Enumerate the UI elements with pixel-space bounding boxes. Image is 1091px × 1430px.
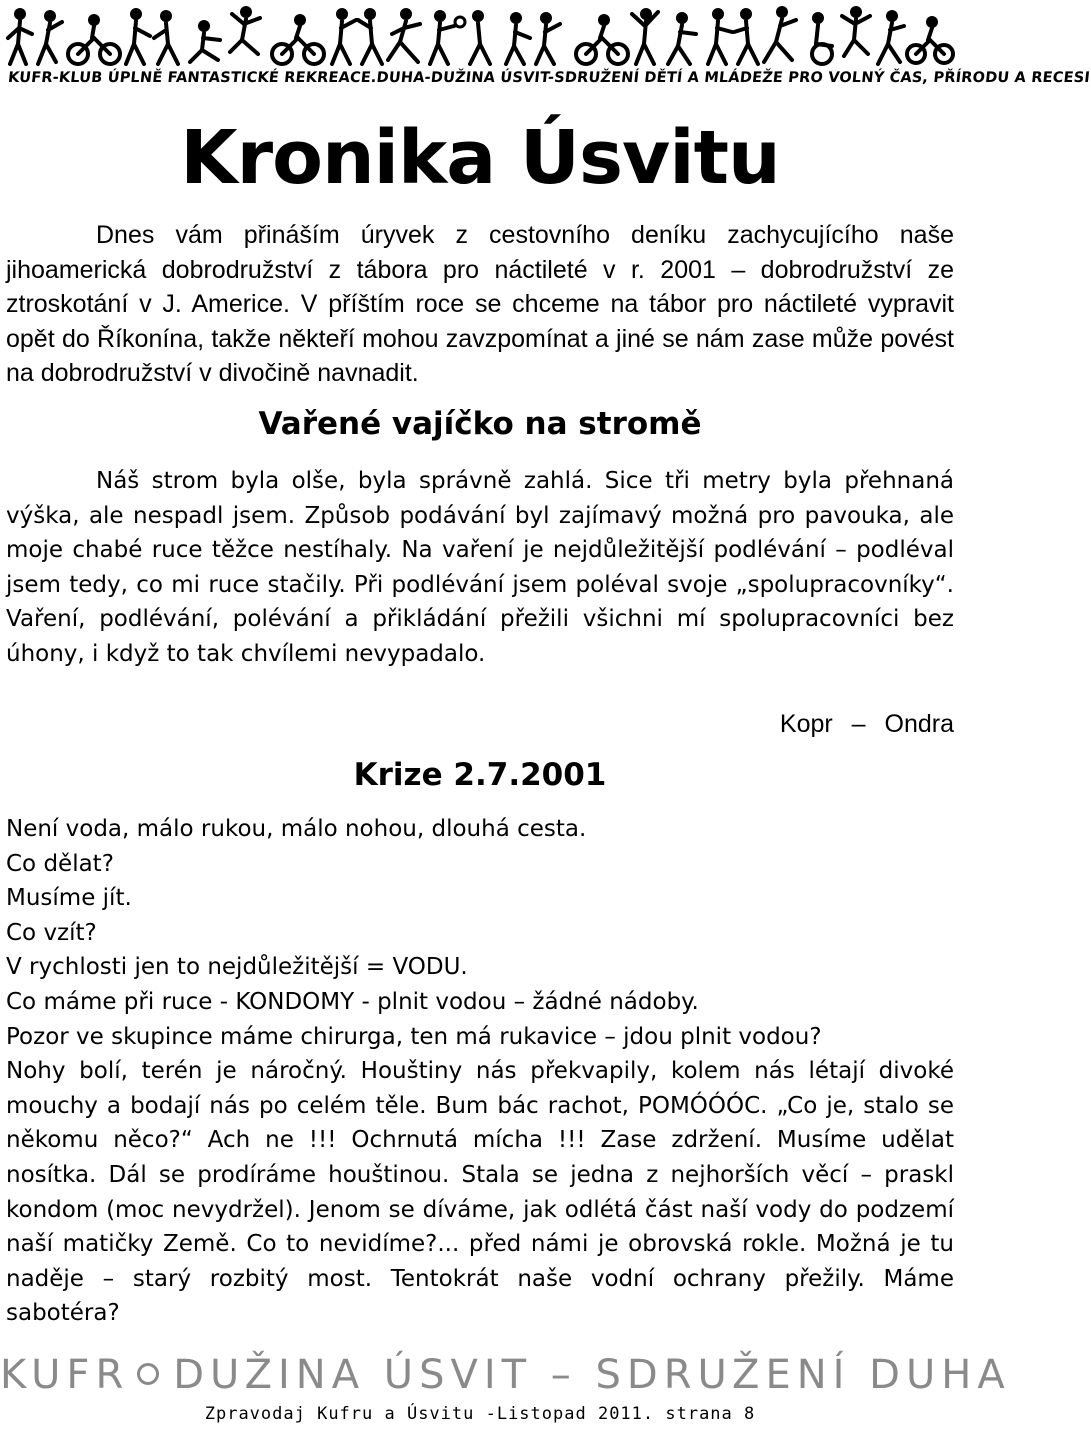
text-line: Není voda, málo rukou, málo nohou, dlouhá cesta. <box>6 816 587 842</box>
section1-text <box>6 464 954 671</box>
section2-text <box>6 812 954 1331</box>
section2-paragraph: Nohy bolí, terén je náročný. Houštiny nás překvapily, kolem nás létají divoké mouchy a bodají nás po celém těle. Bum bác rachot, POMÓÓÓC. „Co je, stalo se někomu něco?“ Ach ne !!! Ochrnutá mícha !!! Zase zdržení. Musíme udělat nosítka. Dál se prodíráme houštinou. Stala se jedna z nejhorších věcí – praskl kondom (moc nevydržel). Jenom se díváme, jak odlétá část naší vody do podzemí naší matičky Země. Co to nevidíme?... před námi je obrovská rokle. Možná je tu naděje – starý rozbitý most. Tentokrát naše vodní ochrany přežily. Máme sabotéra? <box>6 1058 954 1327</box>
footer-brand-duzina: DUŽINA ÚSVIT – SDRUŽENÍ DUHA <box>173 1352 1011 1398</box>
intro-text <box>6 218 954 391</box>
ring-icon <box>137 1363 159 1385</box>
text-line: Co dělat? <box>6 850 114 877</box>
people-activities-pictograms <box>6 4 954 68</box>
text-line: Musíme jít. <box>6 885 132 912</box>
text-line: V rychlosti jen to nejdůležitější = VODU. <box>6 954 468 981</box>
article-title: Kronika Úsvitu <box>180 115 780 201</box>
section-heading-crisis: Krize 2.7.2001 <box>353 757 607 793</box>
footer-brand <box>0 1352 1011 1398</box>
section1-paragraph: Náš strom byla olše, byla správně zahlá. Sice tři metry byla přehnaná výška, ale nespadl jsem. Způsob podávání byl zajímavý možná pro pavouka, ale moje chabé ruce těžce nestíhaly. Na vaření je nejdůležitější podlévání – podléval jsem tedy, co mi ruce stačily. Při podlévání jsem poléval svoje „spolupracovníky“. Vaření, podlévání, polévání a přikládání přežili všichni mí spolupracovníci bez úhony, i když to tak chvílemi nevypadalo. <box>6 468 954 667</box>
section-heading-boiled-egg: Vařené vajíčko na stromě <box>258 406 702 442</box>
intro-paragraph: Dnes vám přináším úryvek z cestovního deníku zachycujícího naše jihoamerická dobrodružství z tábora pro náctileté v r. 2001 – dobrodružství ze ztroskotání v J. Americe. V příštím roce se chceme na tábor pro náctileté vypravit opět do Říkonína, takže někteří mohou zavzpomínat a jiné se nám zase může povést na dobrodružství v divočině navnadit. <box>6 221 954 387</box>
footer-brand-kufr: KUFR <box>0 1352 130 1398</box>
text-line: Co máme při ruce - KONDOMY - plnit vodou – žádné nádoby. <box>6 988 699 1015</box>
text-line: Pozor ve skupince máme chirurga, ten má rukavice – jdou plnit vodou? <box>6 1023 822 1050</box>
footer-page-note: Zpravodaj Kufru a Úsvitu -Listopad 2011. strana 8 <box>204 1404 756 1424</box>
text-line: Co vzít? <box>6 919 97 946</box>
author-signature: Kopr – Ondra <box>779 710 954 738</box>
header-slogan: KUFR-KLUB ÚPLNĚ FANTASTICKÉ REKREACE.DUHA-DUŽINA ÚSVIT-SDRUŽENÍ DĚTÍ A MLÁDEŽE PRO VOLNÝ ČAS, PŘÍRODU A RECESI <box>7 70 1091 86</box>
